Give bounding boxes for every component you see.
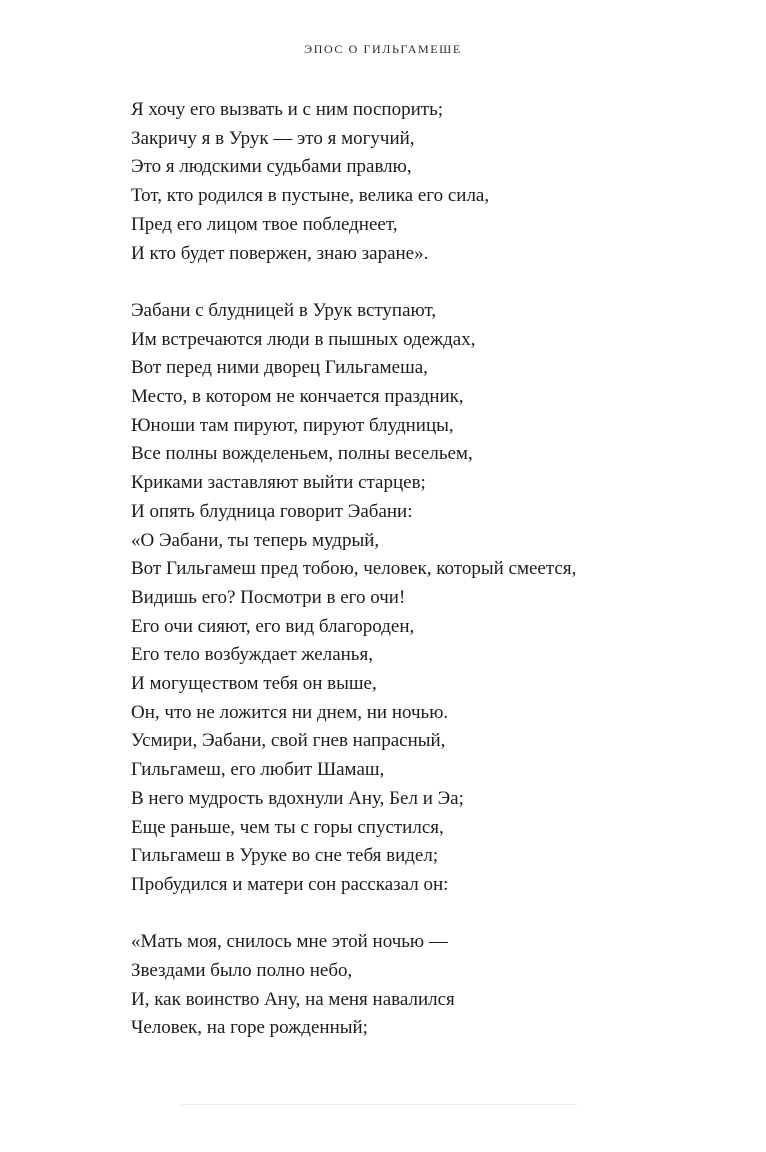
verse-line: И кто будет повержен, знаю заране». — [131, 242, 429, 264]
verse-line: Криками заставляют выйти старцев; — [131, 472, 426, 494]
stanza-2 — [131, 297, 731, 900]
verse-line: Его тело возбуждает желанья, — [131, 644, 373, 666]
verse-line: Еще раньше, чем ты с горы спустился, — [131, 816, 444, 838]
verse-line: Гильгамеш, его любит Шамаш, — [131, 759, 385, 781]
stanza-3 — [131, 928, 731, 1043]
verse-line: Им встречаются люди в пышных одеждах, — [131, 328, 476, 350]
verse-line: Видишь его? Посмотри в его очи! — [131, 586, 406, 608]
verse-line: Его очи сияют, его вид благороден, — [131, 615, 415, 637]
verse-line: Юноши там пируют, пируют блудницы, — [131, 414, 454, 436]
stanza-1 — [131, 96, 731, 268]
verse-line: Я хочу его вызвать и с ним поспорить; — [131, 99, 444, 120]
verse-line: Эабани с блудницей в Урук вступают, — [131, 299, 437, 321]
verse-line: «О Эабани, ты теперь мудрый, — [131, 529, 380, 551]
verse-line: Усмири, Эабани, свой гнев напрасный, — [131, 730, 446, 752]
verse-line: Вот перед ними дворец Гильгамеша, — [131, 357, 428, 379]
poem-text — [131, 96, 731, 1043]
verse-line: Место, в котором не кончается праздник, — [131, 386, 464, 408]
verse-line: Человек, на горе рожденный; — [131, 1017, 368, 1039]
verse-line: Это я людскими судьбами правлю, — [131, 156, 412, 178]
verse-line: Гильгамеш в Уруке во сне тебя видел; — [131, 845, 439, 867]
verse-line: Закричу я в Урук — это я могучий, — [131, 127, 415, 149]
verse-line: Он, что не ложится ни днем, ни ночью. — [131, 701, 449, 723]
verse-line: Пробудился и матери сон рассказал он: — [131, 873, 449, 895]
verse-line: Все полны вожделеньем, полны весельем, — [131, 443, 473, 465]
verse-line: И, как воинство Ану, на меня навалился — [131, 988, 455, 1010]
verse-line: Тот, кто родился в пустыне, велика его сила, — [131, 185, 490, 207]
running-head: ЭПОС О ГИЛЬГАМЕШЕ — [304, 42, 462, 56]
verse-line: «Мать моя, снилось мне этой ночью — — [131, 931, 448, 953]
verse-line: И опять блудница говорит Эабани: — [131, 500, 413, 522]
verse-line: Пред его лицом твое побледнеет, — [131, 213, 398, 235]
footer-divider — [181, 1104, 577, 1105]
verse-line: И могуществом тебя он выше, — [131, 673, 377, 695]
verse-line: Вот Гильгамеш пред тобою, человек, который смеется, — [131, 558, 577, 580]
verse-line: В него мудрость вдохнули Ану, Бел и Эа; — [131, 787, 464, 809]
verse-line: Звездами было полно небо, — [131, 960, 353, 982]
